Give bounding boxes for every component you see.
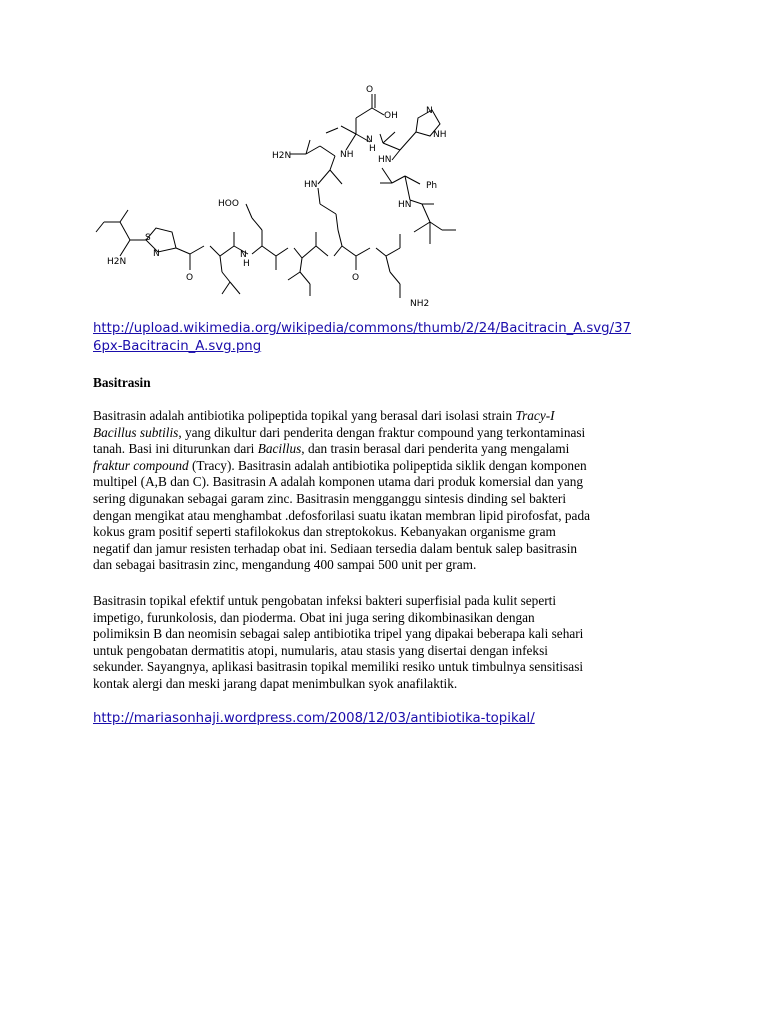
atom-label: N bbox=[366, 135, 373, 145]
link-line[interactable]: http://mariasonhaji.wordpress.com/2008/12/03/antibiotika-topikal/ bbox=[93, 711, 535, 726]
bond-lines bbox=[96, 94, 456, 298]
text-line: Basitrasin topikal efektif untuk pengobatan infeksi bakteri superfisial pada kulit seperti bbox=[93, 593, 557, 608]
atom-label: O bbox=[366, 85, 374, 95]
section-heading: Basitrasin bbox=[93, 375, 151, 390]
text-line: kokus gram positif seperti stafilokokus dan streptokokus. Kebanyakan organisme gram bbox=[93, 524, 556, 540]
text-line: Bacillus subtilis, yang dikultur dari penderita dengan fraktur compound yang terkontaminasi bbox=[93, 424, 586, 440]
text-line: Basitrasin adalah antibiotika polipeptida topikal yang berasal dari isolasi strain Tracy-I bbox=[93, 408, 555, 423]
atom-label: N bbox=[240, 250, 247, 260]
text-line: dan sebagai basitrasin zinc, mengandung 400 sampai 500 unit per gram. bbox=[93, 557, 477, 573]
atom-label: H2N bbox=[107, 257, 127, 267]
atom-label: S bbox=[145, 233, 151, 243]
bacitracin-structure-figure bbox=[88, 78, 498, 316]
paragraph-usage bbox=[93, 593, 683, 693]
atom-label: OH bbox=[384, 111, 398, 121]
atom-label: N bbox=[153, 249, 160, 259]
text-line: sering digunakan sebagai garam zinc. Basitrasin mengganggu sintesis dinding sel bakteri bbox=[93, 490, 567, 506]
atom-label: Ph bbox=[426, 181, 438, 191]
atom-label: O bbox=[352, 273, 360, 283]
atom-label: H bbox=[369, 144, 376, 154]
atom-labels bbox=[107, 85, 447, 309]
text-line: dengan mengikat atau menghambat .defosforilasi suatu ikatan membran lipid pirofosfat, pada bbox=[93, 507, 591, 523]
text-line: kontak alergi dan meski jarang dapat menimbulkan syok anafilaktik. bbox=[93, 675, 458, 691]
atom-label: H bbox=[243, 259, 250, 269]
atom-label: HN bbox=[378, 155, 392, 165]
bacitracin-structure-drawing bbox=[88, 78, 498, 316]
text-line: polimiksin B dan neomisin sebagai salep antibiotika tripel yang dipakai beberapa kali sehari bbox=[93, 626, 584, 642]
link-line[interactable]: 6px-Bacitracin_A.svg.png bbox=[93, 339, 262, 354]
atom-label: NH bbox=[433, 130, 447, 140]
paragraph-definition bbox=[93, 408, 683, 574]
atom-label: HOO bbox=[218, 199, 239, 209]
source-blog-link[interactable] bbox=[93, 710, 683, 728]
atom-label: NH bbox=[340, 150, 354, 160]
text-line: untuk pengobatan dermatitis atopi, numularis, atau stasis yang disertai dengan infeksi bbox=[93, 642, 548, 658]
text-line: tanah. Basi ini diturunkan dari Bacillus, dan trasin berasal dari penderita yang mengalami bbox=[93, 441, 570, 457]
atom-label: HN bbox=[398, 200, 412, 210]
text-line: multipel (A,B dan C). Basitrasin A adalah komponen utama dari produk komersial dan yang bbox=[93, 474, 584, 490]
link-line[interactable]: http://upload.wikimedia.org/wikipedia/commons/thumb/2/24/Bacitracin_A.svg/37 bbox=[93, 321, 632, 336]
atom-label: O bbox=[186, 273, 194, 283]
wikimedia-image-link[interactable] bbox=[93, 320, 683, 356]
text-line: negatif dan jamur resisten terhadap obat ini. Sediaan tersedia dalam bentuk salep basitrasin bbox=[93, 540, 578, 556]
atom-label: NH2 bbox=[410, 299, 430, 309]
text-line: sekunder. Sayangnya, aplikasi basitrasin topikal memiliki resiko untuk timbulnya sensitisasi bbox=[93, 659, 584, 675]
atom-label: N bbox=[426, 106, 433, 116]
text-line: impetigo, furunkolosis, dan pioderma. Obat ini juga sering dikombinasikan dengan bbox=[93, 609, 535, 625]
atom-label: H2N bbox=[272, 151, 292, 161]
text-line: fraktur compound (Tracy). Basitrasin adalah antibiotika polipeptida siklik dengan komponen bbox=[93, 457, 587, 473]
atom-label: HN bbox=[304, 180, 318, 190]
